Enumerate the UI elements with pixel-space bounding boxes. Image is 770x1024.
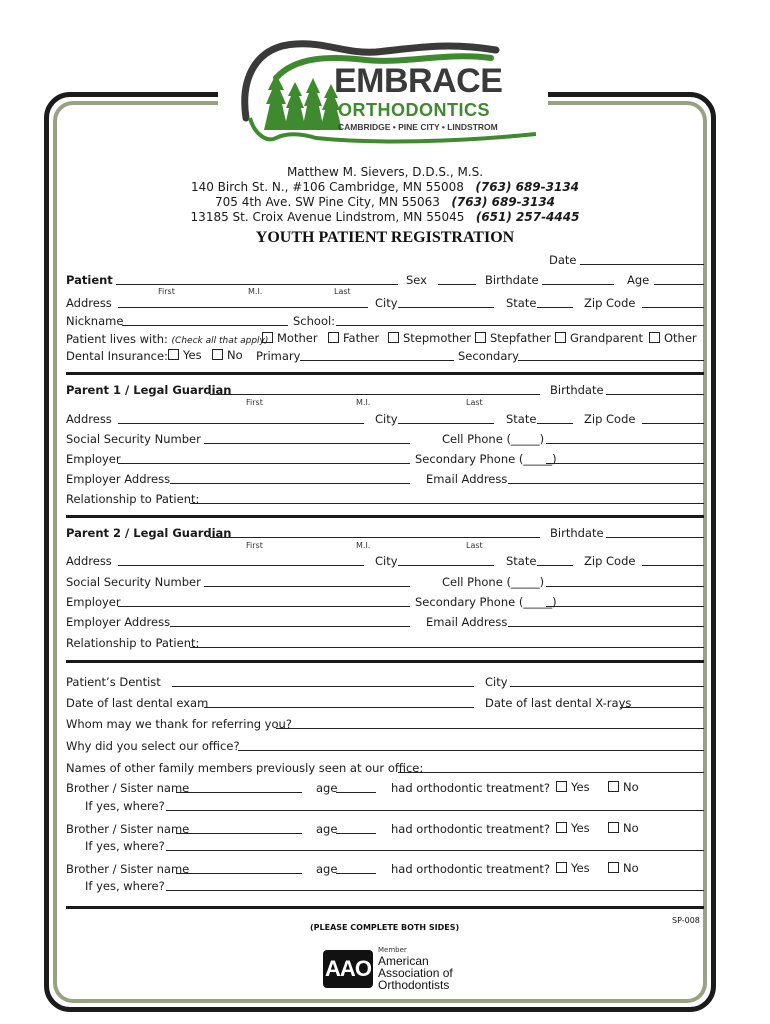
guardian2-ssn-field[interactable] <box>204 586 410 587</box>
logo-name: EMBRACE <box>334 62 503 100</box>
lives-other[interactable]: Other <box>649 331 697 345</box>
primary-label: Primary <box>256 349 301 363</box>
dentist-city-field[interactable] <box>510 686 704 687</box>
first-hint: First <box>246 541 263 550</box>
guardian2-ssn-label: Social Security Number <box>66 575 201 589</box>
guardian1-state-label: State <box>506 412 537 426</box>
guardian1-birthdate-field[interactable] <box>606 394 704 395</box>
sibling-3-age-field[interactable] <box>336 873 376 874</box>
last-exam-label: Date of last dental exam <box>66 696 209 710</box>
last-xray-field[interactable] <box>620 707 704 708</box>
address-line-3: 13185 St. Croix Avenue Lindstrom, MN 55045 (651) 257-4445 <box>190 210 580 224</box>
sibling-1-treatment-label: had orthodontic treatment? <box>391 781 550 795</box>
age-field[interactable] <box>654 284 704 285</box>
lives-mother[interactable]: Mother <box>262 331 318 345</box>
school-label: School: <box>293 314 336 328</box>
sibling-1-where-label: If yes, where? <box>85 799 165 813</box>
state-field[interactable] <box>537 307 573 308</box>
guardian2-state-field[interactable] <box>537 565 573 566</box>
mi-hint: M.I. <box>248 287 263 296</box>
aao-text-3: Orthodontists <box>378 978 450 992</box>
sibling-1-yes[interactable]: Yes <box>556 780 590 794</box>
guardian1-title: Parent 1 / Legal Guardian <box>66 383 232 397</box>
secondary-label: Secondary <box>458 349 519 363</box>
section-divider <box>66 515 704 518</box>
address-line-2: 705 4th Ave. SW Pine City, MN 55063 (763) 689-3134 <box>214 195 556 209</box>
guardian1-address-label: Address <box>66 412 112 426</box>
sibling-3-treatment-label: had orthodontic treatment? <box>391 862 550 876</box>
guardian2-employer-field[interactable] <box>118 606 410 607</box>
section-divider <box>66 660 704 663</box>
guardian1-address-field[interactable] <box>118 423 364 424</box>
sibling-3-no[interactable]: No <box>608 861 639 875</box>
secondary-field[interactable] <box>518 360 704 361</box>
why-label: Why did you select our office? <box>66 739 240 753</box>
aao-member: Member <box>378 946 407 954</box>
checkbox-icon[interactable] <box>556 781 567 792</box>
sex-field[interactable] <box>438 284 476 285</box>
sex-label: Sex <box>406 273 427 287</box>
address-label: Address <box>66 296 112 310</box>
guardian2-birthdate-label: Birthdate <box>550 526 604 540</box>
checkbox-icon[interactable] <box>556 822 567 833</box>
checkbox-icon[interactable] <box>475 332 486 343</box>
section-divider <box>66 906 704 909</box>
sibling-1-name-field[interactable] <box>176 792 302 793</box>
sibling-2-age-label: age <box>316 822 338 836</box>
guardian2-secondary-phone-label: Secondary Phone (_____) <box>415 595 557 609</box>
first-hint: First <box>246 398 263 407</box>
sibling-1-age-field[interactable] <box>336 792 376 793</box>
sibling-1-no[interactable]: No <box>608 780 639 794</box>
checkbox-icon[interactable] <box>608 822 619 833</box>
guardian2-city-label: City <box>375 554 398 568</box>
city-field[interactable] <box>398 307 494 308</box>
last-hint: Last <box>466 541 483 550</box>
sibling-2-age-field[interactable] <box>336 833 376 834</box>
guardian1-zip-field[interactable] <box>642 423 704 424</box>
referral-label: Whom may we thank for referring you? <box>66 717 292 731</box>
guardian1-ssn-field[interactable] <box>204 443 410 444</box>
aao-logo-icon: AAO <box>323 950 373 988</box>
sibling-2-name-field[interactable] <box>176 833 302 834</box>
guardian2-email-label: Email Address <box>426 615 508 629</box>
form-code: SP-008 <box>672 916 700 925</box>
sibling-2-where-label: If yes, where? <box>85 839 165 853</box>
family-field[interactable] <box>398 772 704 773</box>
guardian1-secondary-phone-field[interactable] <box>546 463 704 464</box>
guardian2-relationship-field[interactable] <box>190 647 704 648</box>
checkbox-icon[interactable] <box>608 781 619 792</box>
birthdate-field[interactable] <box>542 284 614 285</box>
date-label: Date <box>549 253 577 267</box>
nickname-field[interactable] <box>122 325 288 326</box>
city-label: City <box>375 296 398 310</box>
form-title: YOUTH PATIENT REGISTRATION <box>255 229 515 246</box>
nickname-label: Nickname <box>66 314 124 328</box>
guardian2-city-field[interactable] <box>398 565 494 566</box>
sibling-1-label: Brother / Sister name <box>66 781 190 795</box>
referral-field[interactable] <box>276 728 704 729</box>
insurance-no[interactable]: No <box>212 348 243 362</box>
sibling-3-age-label: age <box>316 862 338 876</box>
guardian2-email-field[interactable] <box>508 626 704 627</box>
sibling-2-no[interactable]: No <box>608 821 639 835</box>
sibling-3-where-field[interactable] <box>166 890 704 891</box>
patient-label: Patient <box>66 273 113 287</box>
birthdate-label: Birthdate <box>485 273 539 287</box>
guardian2-cell-field[interactable] <box>546 586 704 587</box>
guardian1-ssn-label: Social Security Number <box>66 432 201 446</box>
age-label: Age <box>627 273 650 287</box>
patient-name-field[interactable] <box>116 284 398 285</box>
guardian2-cell-label: Cell Phone (_____) <box>442 575 545 589</box>
mi-hint: M.I. <box>356 541 371 550</box>
checkbox-icon[interactable] <box>649 332 660 343</box>
sibling-3-yes[interactable]: Yes <box>556 861 590 875</box>
lives-stepfather[interactable]: Stepfather <box>475 331 551 345</box>
guardian1-zip-label: Zip Code <box>584 412 636 426</box>
last-exam-field[interactable] <box>204 707 474 708</box>
complete-both-sides-note: (PLEASE COMPLETE BOTH SIDES) <box>310 923 460 932</box>
guardian2-employer-label: Employer <box>66 595 121 609</box>
lives-with-row: Patient lives with: (Check all that apply) <box>66 332 269 346</box>
guardian1-email-label: Email Address <box>426 472 508 486</box>
guardian1-employer-label: Employer <box>66 452 121 466</box>
first-hint: First <box>158 287 175 296</box>
insurance-label: Dental Insurance: <box>66 349 168 363</box>
checkbox-icon[interactable] <box>388 332 399 343</box>
doctor-name: Matthew M. Sievers, D.D.S., M.S. <box>286 165 484 179</box>
primary-field[interactable] <box>300 360 454 361</box>
guardian2-zip-label: Zip Code <box>584 554 636 568</box>
aao-text-1: American <box>378 954 429 968</box>
checkbox-icon[interactable] <box>556 862 567 873</box>
zip-label: Zip Code <box>584 296 636 310</box>
guardian1-employer-address-label: Employer Address <box>66 472 171 486</box>
guardian2-address-label: Address <box>66 554 112 568</box>
guardian2-name-field[interactable] <box>210 537 540 538</box>
guardian2-employer-address-label: Employer Address <box>66 615 171 629</box>
family-label: Names of other family members previously seen at our office: <box>66 761 424 775</box>
date-field[interactable] <box>580 264 704 265</box>
guardian2-birthdate-field[interactable] <box>606 537 704 538</box>
guardian2-address-field[interactable] <box>118 565 364 566</box>
guardian1-employer-address-field[interactable] <box>170 483 410 484</box>
guardian2-employer-address-field[interactable] <box>170 626 410 627</box>
guardian1-state-field[interactable] <box>537 423 573 424</box>
sibling-3-name-field[interactable] <box>176 873 302 874</box>
insurance-yes[interactable]: Yes <box>168 348 202 362</box>
school-field[interactable] <box>336 325 704 326</box>
guardian2-state-label: State <box>506 554 537 568</box>
last-hint: Last <box>334 287 351 296</box>
address-field[interactable] <box>118 307 368 308</box>
dentist-field[interactable] <box>172 686 474 687</box>
why-field[interactable] <box>238 750 704 751</box>
last-hint: Last <box>466 398 483 407</box>
sibling-2-treatment-label: had orthodontic treatment? <box>391 822 550 836</box>
guardian2-zip-field[interactable] <box>642 565 704 566</box>
guardian1-relationship-label: Relationship to Patient: <box>66 492 200 506</box>
guardian2-title: Parent 2 / Legal Guardian <box>66 526 232 540</box>
checkbox-icon[interactable] <box>555 332 566 343</box>
sibling-1-where-field[interactable] <box>166 810 704 811</box>
checkbox-icon[interactable] <box>168 349 179 360</box>
guardian2-relationship-label: Relationship to Patient: <box>66 636 200 650</box>
checkbox-icon[interactable] <box>212 349 223 360</box>
lives-stepmother[interactable]: Stepmother <box>388 331 471 345</box>
checkbox-icon[interactable] <box>608 862 619 873</box>
sibling-2-label: Brother / Sister name <box>66 822 190 836</box>
sibling-1-age-label: age <box>316 781 338 795</box>
guardian1-email-field[interactable] <box>508 483 704 484</box>
guardian1-cell-field[interactable] <box>546 443 704 444</box>
logo-subtitle: ORTHODONTICS <box>338 100 490 120</box>
guardian1-cell-label: Cell Phone (_____) <box>442 432 545 446</box>
guardian2-secondary-phone-field[interactable] <box>546 606 704 607</box>
guardian1-secondary-phone-label: Secondary Phone (_____) <box>415 452 557 466</box>
logo-locations: CAMBRIDGE • PINE CITY • LINDSTROM <box>338 122 498 132</box>
guardian1-city-label: City <box>375 412 398 426</box>
sibling-2-yes[interactable]: Yes <box>556 821 590 835</box>
guardian1-name-field[interactable] <box>210 394 540 395</box>
guardian1-city-field[interactable] <box>398 423 494 424</box>
lives-father[interactable]: Father <box>328 331 379 345</box>
checkbox-icon[interactable] <box>328 332 339 343</box>
guardian1-employer-field[interactable] <box>118 463 410 464</box>
sibling-2-where-field[interactable] <box>166 850 704 851</box>
section-divider <box>66 372 704 375</box>
guardian1-relationship-field[interactable] <box>190 503 704 504</box>
last-xray-label: Date of last dental X-rays <box>485 696 632 710</box>
lives-grandparent[interactable]: Grandparent <box>555 331 643 345</box>
dentist-city-label: City <box>485 675 508 689</box>
dentist-label: Patient’s Dentist <box>66 675 161 689</box>
sibling-3-label: Brother / Sister name <box>66 862 190 876</box>
zip-field[interactable] <box>642 307 704 308</box>
sibling-3-where-label: If yes, where? <box>85 879 165 893</box>
address-line-1: 140 Birch St. N., #106 Cambridge, MN 55008 (763) 689-3134 <box>190 180 580 194</box>
checkbox-icon[interactable] <box>262 332 273 343</box>
guardian1-birthdate-label: Birthdate <box>550 383 604 397</box>
mi-hint: M.I. <box>356 398 371 407</box>
aao-text-2: Association of <box>378 966 453 980</box>
state-label: State <box>506 296 537 310</box>
